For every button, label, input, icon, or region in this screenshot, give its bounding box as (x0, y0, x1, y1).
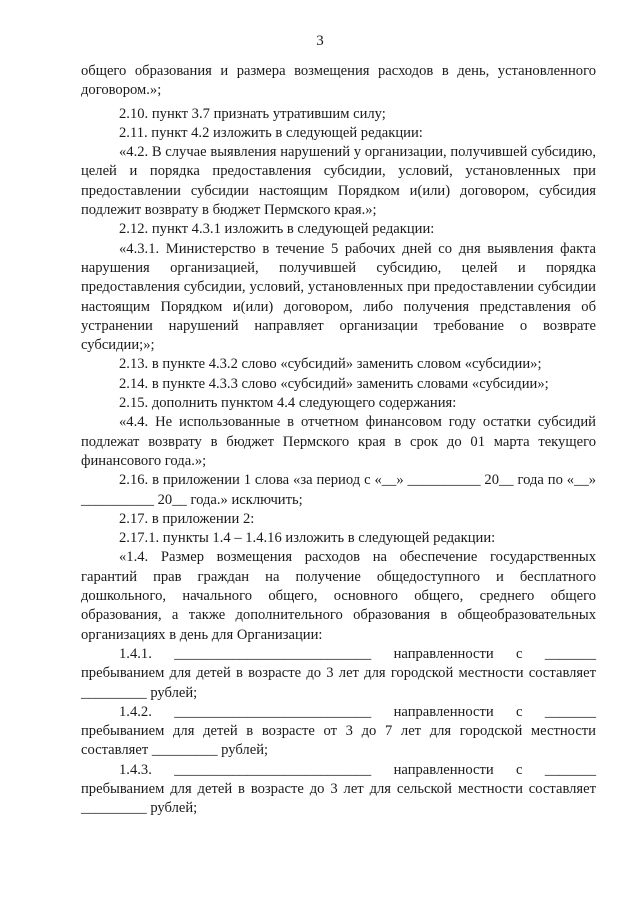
document-body (81, 62, 596, 819)
page-number: 3 (316, 33, 324, 49)
paragraph-2-12: 2.12. пункт 4.3.1 изложить в следующей редакции: (119, 221, 435, 238)
paragraph-2-13: 2.13. в пункте 4.3.2 слово «субсидий» заменить словом «субсидии»; (119, 356, 542, 373)
paragraph-1-4: «1.4. Размер возмещения расходов на обеспечение государственных гарантий прав граждан на получение общедоступного и бесплатного дошкольного, начального общего, основного общего, среднего общего образования, а также дополнительного образования в общеобразовательных организациях в день для Организации: (81, 549, 596, 643)
paragraph-2-14: 2.14. в пункте 4.3.3 слово «субсидий» заменить словами «субсидии»; (119, 375, 549, 392)
paragraph-4-3-1: «4.3.1. Министерство в течение 5 рабочих дней со дня выявления факта нарушения организацией, получившей субсидию, целей и порядка предоставления субсидии, условий, установленных при предоставлении субсидии настоящим Порядком и(или) договором, либо получения представления об устранении нарушений направляет организации требование о возврате субсидии;»; (81, 240, 596, 354)
paragraph-1-4-2: 1.4.2. ___________________________ направленности с _______ пребыванием для детей в возрасте от 3 до 7 лет для городской местности составляет _________ рублей; (81, 703, 596, 759)
paragraph-2-11: 2.11. пункт 4.2 изложить в следующей редакции: (119, 124, 423, 141)
paragraph-2-10: 2.10. пункт 3.7 признать утратившим силу; (119, 105, 386, 122)
paragraph-1-4-1: 1.4.1. ___________________________ направленности с _______ пребыванием для детей в возрасте до 3 лет для городской местности составляет _________ рублей; (81, 645, 596, 701)
paragraph-2-15: 2.15. дополнить пунктом 4.4 следующего содержания: (119, 395, 457, 412)
paragraph-4-4: «4.4. Не использованные в отчетном финансовом году остатки субсидий подлежат возврату в бюджет Пермского края в срок до 01 марта текущего финансового года.»; (81, 414, 596, 469)
paragraph-4-2: «4.2. В случае выявления нарушений у организации, получившей субсидию, целей и порядка предоставления субсидии, условий, установленных при предоставлении субсидии настоящим Порядком и(или) договором, субсидия подлежит возврату в бюджет Пермского края.»; (81, 144, 596, 219)
paragraph-continuation: общего образования и размера возмещения расходов в день, установленного договором.»; (81, 63, 596, 99)
paragraph-2-17: 2.17. в приложении 2: (119, 510, 255, 527)
paragraph-1-4-3: 1.4.3. ___________________________ направленности с _______ пребыванием для детей в возрасте до 3 лет для сельской местности составляет _________ рублей; (81, 761, 596, 817)
paragraph-2-16: 2.16. в приложении 1 слова «за период с «__» __________ 20__ года по «__» __________ 20__ года.» исключить; (81, 472, 596, 508)
paragraph-2-17-1: 2.17.1. пункты 1.4 – 1.4.16 изложить в следующей редакции: (119, 530, 496, 547)
